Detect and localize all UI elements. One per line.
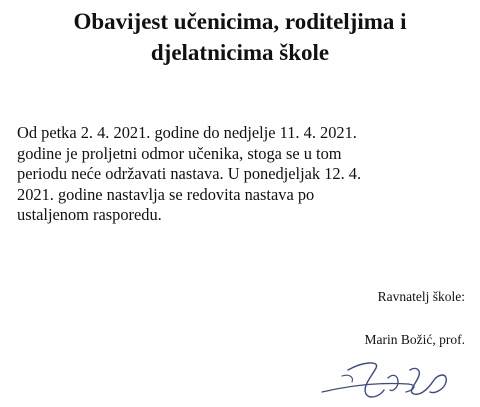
notice-body-line: periodu neće održavati nastava. U ponedjeljak 12. 4. [17, 164, 362, 183]
notice-body-line: 2021. godine nastavlja se redovita nastava po [17, 184, 315, 204]
notice-body-line: Od petka 2. 4. 2021. godine do nedjelje 11. 4. 2021. [17, 123, 357, 142]
notice-body-line: godine je proljetni odmor učenika, stoga se u tom [17, 143, 342, 163]
signatory-role: Ravnatelj škole: [377, 289, 465, 304]
signature-stroke [342, 375, 352, 382]
notice-body-line: ustaljenom rasporedu. [17, 205, 162, 224]
signature-stroke [322, 383, 414, 392]
notice-body [17, 123, 467, 226]
signature-stroke [348, 363, 384, 397]
signature-stroke [410, 368, 446, 394]
notice-title [0, 6, 480, 68]
signatory-name: Marin Božić, prof. [364, 332, 465, 347]
handwritten-signature [318, 356, 466, 402]
notice-title-line: djelatnicima škole [150, 40, 330, 65]
notice-title-line: Obavijest učenicima, roditeljima i [73, 9, 407, 34]
